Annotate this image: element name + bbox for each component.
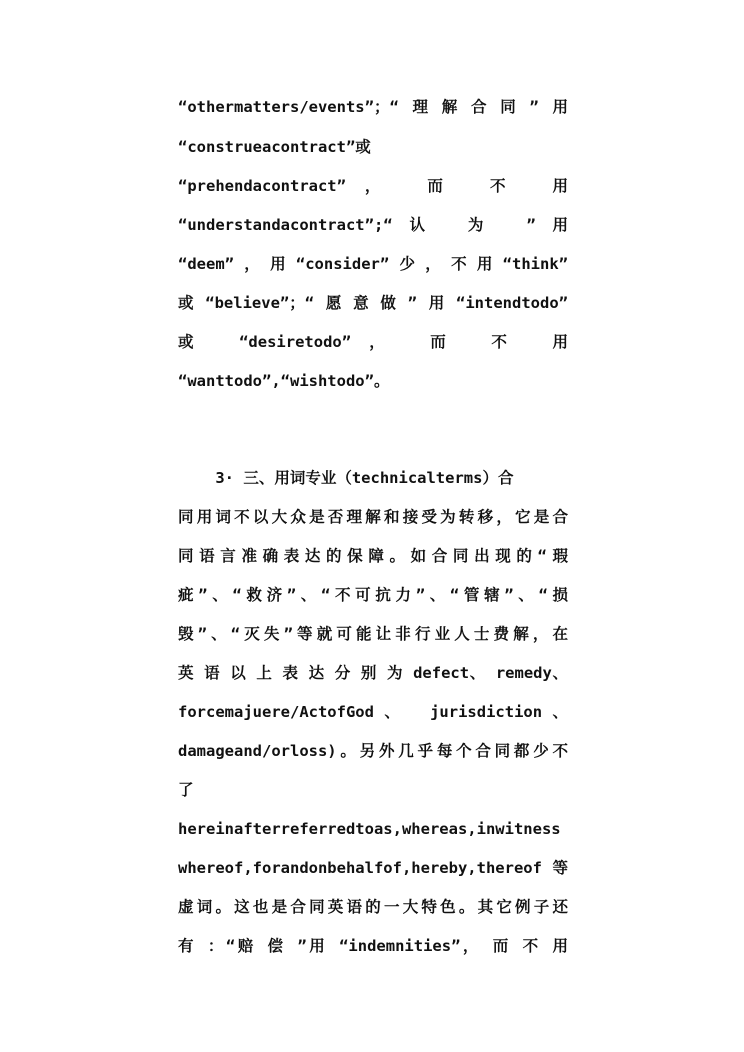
- text-line: 毁”、“灭失”等就可能让非行业人士费解，在: [178, 625, 568, 643]
- text-line: hereinafterreferredtoas,whereas,inwitness: [178, 820, 561, 838]
- text-line: 疵”、“救济”、“不可抗力”、“管辖”、“损: [178, 586, 568, 604]
- text-line: 英 语 以 上 表 达 分 别 为 defect、 remedy、: [178, 664, 568, 682]
- text-line: 3· 三、用词专业（technicalterms）合: [178, 469, 514, 487]
- text-line: “understandacontract”;“认 为 ”用: [178, 216, 568, 234]
- text-line: “construeacontract”或: [178, 138, 371, 156]
- text-line: damageand/orloss)。另外几乎每个合同都少不: [178, 742, 568, 760]
- text-line: 同用词不以大众是否理解和接受为转移，它是合: [178, 508, 568, 526]
- text-line: whereof,forandonbehalfof,hereby,thereof 等: [178, 859, 568, 877]
- text-line: “wanttodo”,“wishtodo”。: [178, 372, 390, 390]
- text-line: forcemajuere/ActofGod、 jurisdiction、: [178, 703, 568, 721]
- text-line: 同语言准确表达的保障。如合同出现的“瑕: [178, 547, 568, 565]
- text-line: 或“believe”；“愿意做”用“intendtodo”: [178, 294, 568, 312]
- text-line: 有 ：“赔 偿 ”用 “indemnities”， 而 不 用: [178, 937, 568, 955]
- text-line: “prehendacontract”， 而 不 用: [178, 177, 568, 195]
- text-line: 虚词。这也是合同英语的一大特色。其它例子还: [178, 898, 568, 916]
- text-line: 了: [178, 781, 194, 799]
- text-line: “othermatters/events”；“理解合同”用: [178, 98, 568, 116]
- text-line: “deem”，用“consider”少，不用“think”: [178, 255, 568, 273]
- text-line: 或 “desiretodo”， 而 不 用: [178, 333, 568, 351]
